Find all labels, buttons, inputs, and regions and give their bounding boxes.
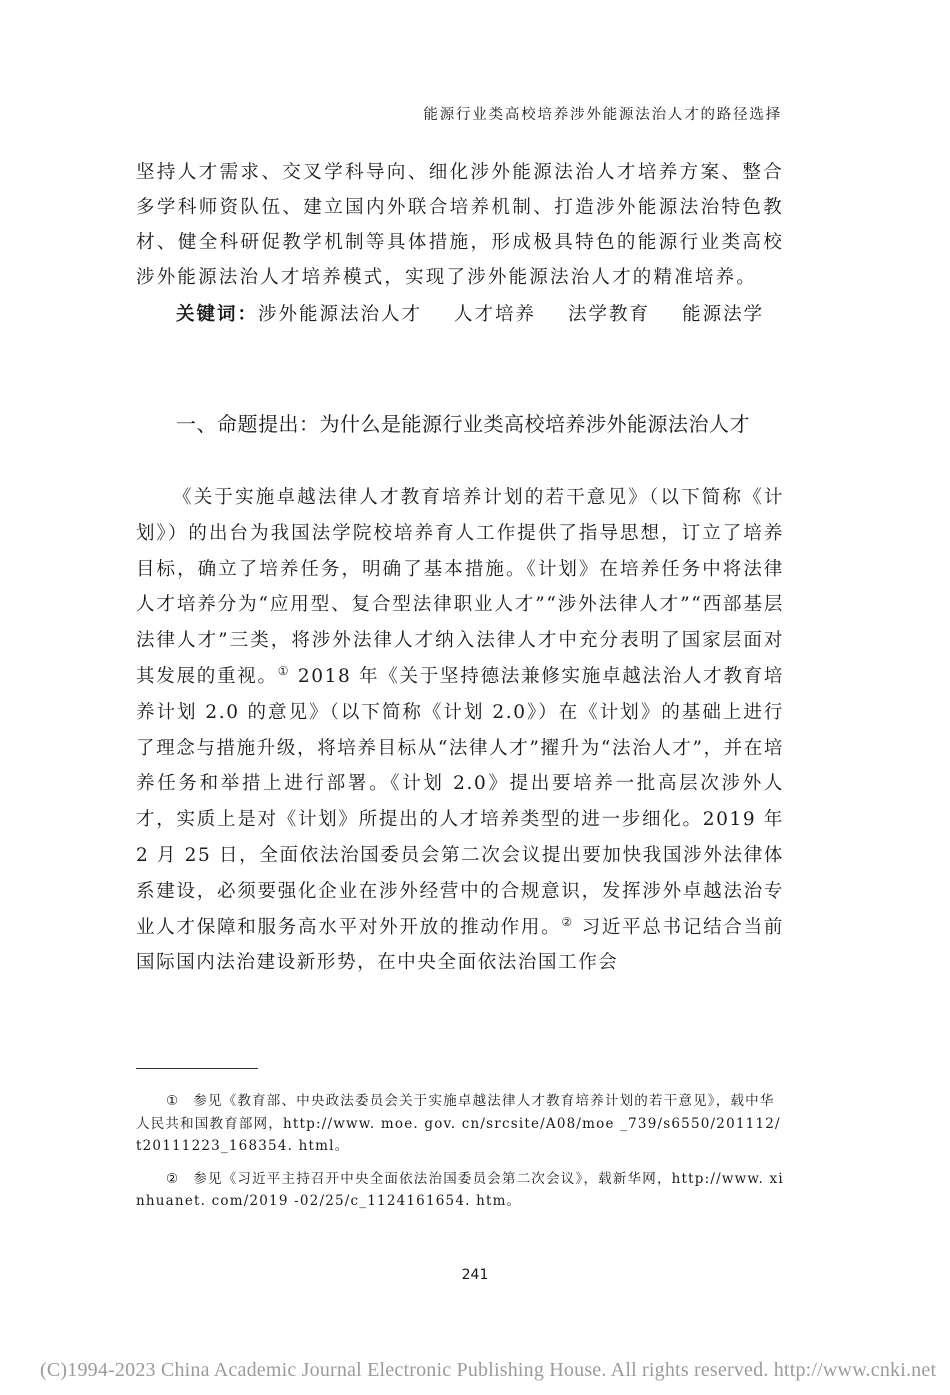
body-text-part-3: 习近平总书记结合当前国际国内法治建设新形势，在中央全面依法治国工作会 <box>136 916 784 974</box>
footnote-text: 参见《教育部、中央政法委员会关于实施卓越法律人才教育培养计划的若干意见》，载中华人民共和国教育部网，http://www. moe. gov. cn/srcsite/A08/moe _739/s6550/201112/t20111223_168354. html。 <box>136 1093 781 1154</box>
keyword: 人才培养 <box>454 304 537 325</box>
keywords-label: 关键词： <box>176 304 259 325</box>
section-heading: 一、命题提出：为什么是能源行业类高校培养涉外能源法治人才 <box>176 412 750 436</box>
page-number: 241 <box>461 1267 489 1283</box>
footnote-marker-1[interactable]: ① <box>277 663 291 678</box>
keyword: 涉外能源法治人才 <box>258 304 423 325</box>
footnote-divider <box>136 1068 258 1069</box>
footnote-marker-2[interactable]: ② <box>561 914 574 929</box>
body-text <box>136 480 784 981</box>
keyword: 法学教育 <box>568 304 651 325</box>
keyword: 能源法学 <box>682 304 765 325</box>
footnote-1 <box>136 1090 784 1158</box>
abstract-text: 坚持人才需求、交叉学科导向、细化涉外能源法治人才培养方案、整合多学科师资队伍、建立国内外联合培养机制、打造涉外能源法治特色教材、健全科研促教学机制等具体措施，形成极具特色的能源行业类高校涉外能源法治人才培养模式，实现了涉外能源法治人才的精准培养。 <box>136 162 784 288</box>
footnote-number: ② <box>166 1170 180 1187</box>
footnote-number: ① <box>166 1093 180 1109</box>
copyright-watermark: (C)1994-2023 China Academic Journal Electronic Publishing House. All rights reserved. http://www.cnki.net <box>40 1359 937 1381</box>
running-header: 能源行业类高校培养涉外能源法治人才的路径选择 <box>423 107 782 123</box>
body-text-part-2: 2018 年《关于坚持德法兼修实施卓越法治人才教育培养计划 2.0 的意见》（以下简称《计划 2.0》）在《计划》的基础上进行了理念与措施升级，将培养目标从“法律人才”擢升为“法治人才”，并在培养任务和举措上进行部署。《计划 2.0》提出要培养一批高层次涉外人才，实质上是对《计划》所提出的人才培养类型的进一步细化。2019 年 2 月 25 日，全面依法治国委员会第二次会议提出要加快我国涉外法律体系建设，必须要强化企业在涉外经营中的合规意识，发挥涉外卓越法治专业人才保障和服务高水平对外开放的推动作用。 <box>136 665 785 938</box>
abstract <box>136 155 784 295</box>
body-text-part-1: 《关于实施卓越法律人才教育培养计划的若干意见》（以下简称《计划》）的出台为我国法学院校培养育人工作提供了指导思想，订立了培养目标，确立了培养任务，明确了基本措施。《计划》在培养任务中将法律人才培养分为“应用型、复合型法律职业人才”“涉外法律人才”“西部基层法律人才”三类，将涉外法律人才纳入法律人才中充分表明了国家层面对其发展的重视。 <box>136 487 784 687</box>
footnotes <box>136 1090 784 1223</box>
keywords-line <box>176 300 796 326</box>
footnote-2 <box>136 1168 784 1213</box>
body-paragraph <box>136 480 784 981</box>
footnote-text: 参见《习近平主持召开中央全面依法治国委员会第二次会议》，载新华网，http://www. xinhuanet. com/2019 -02/25/c_1124161654. htm。 <box>136 1170 784 1209</box>
